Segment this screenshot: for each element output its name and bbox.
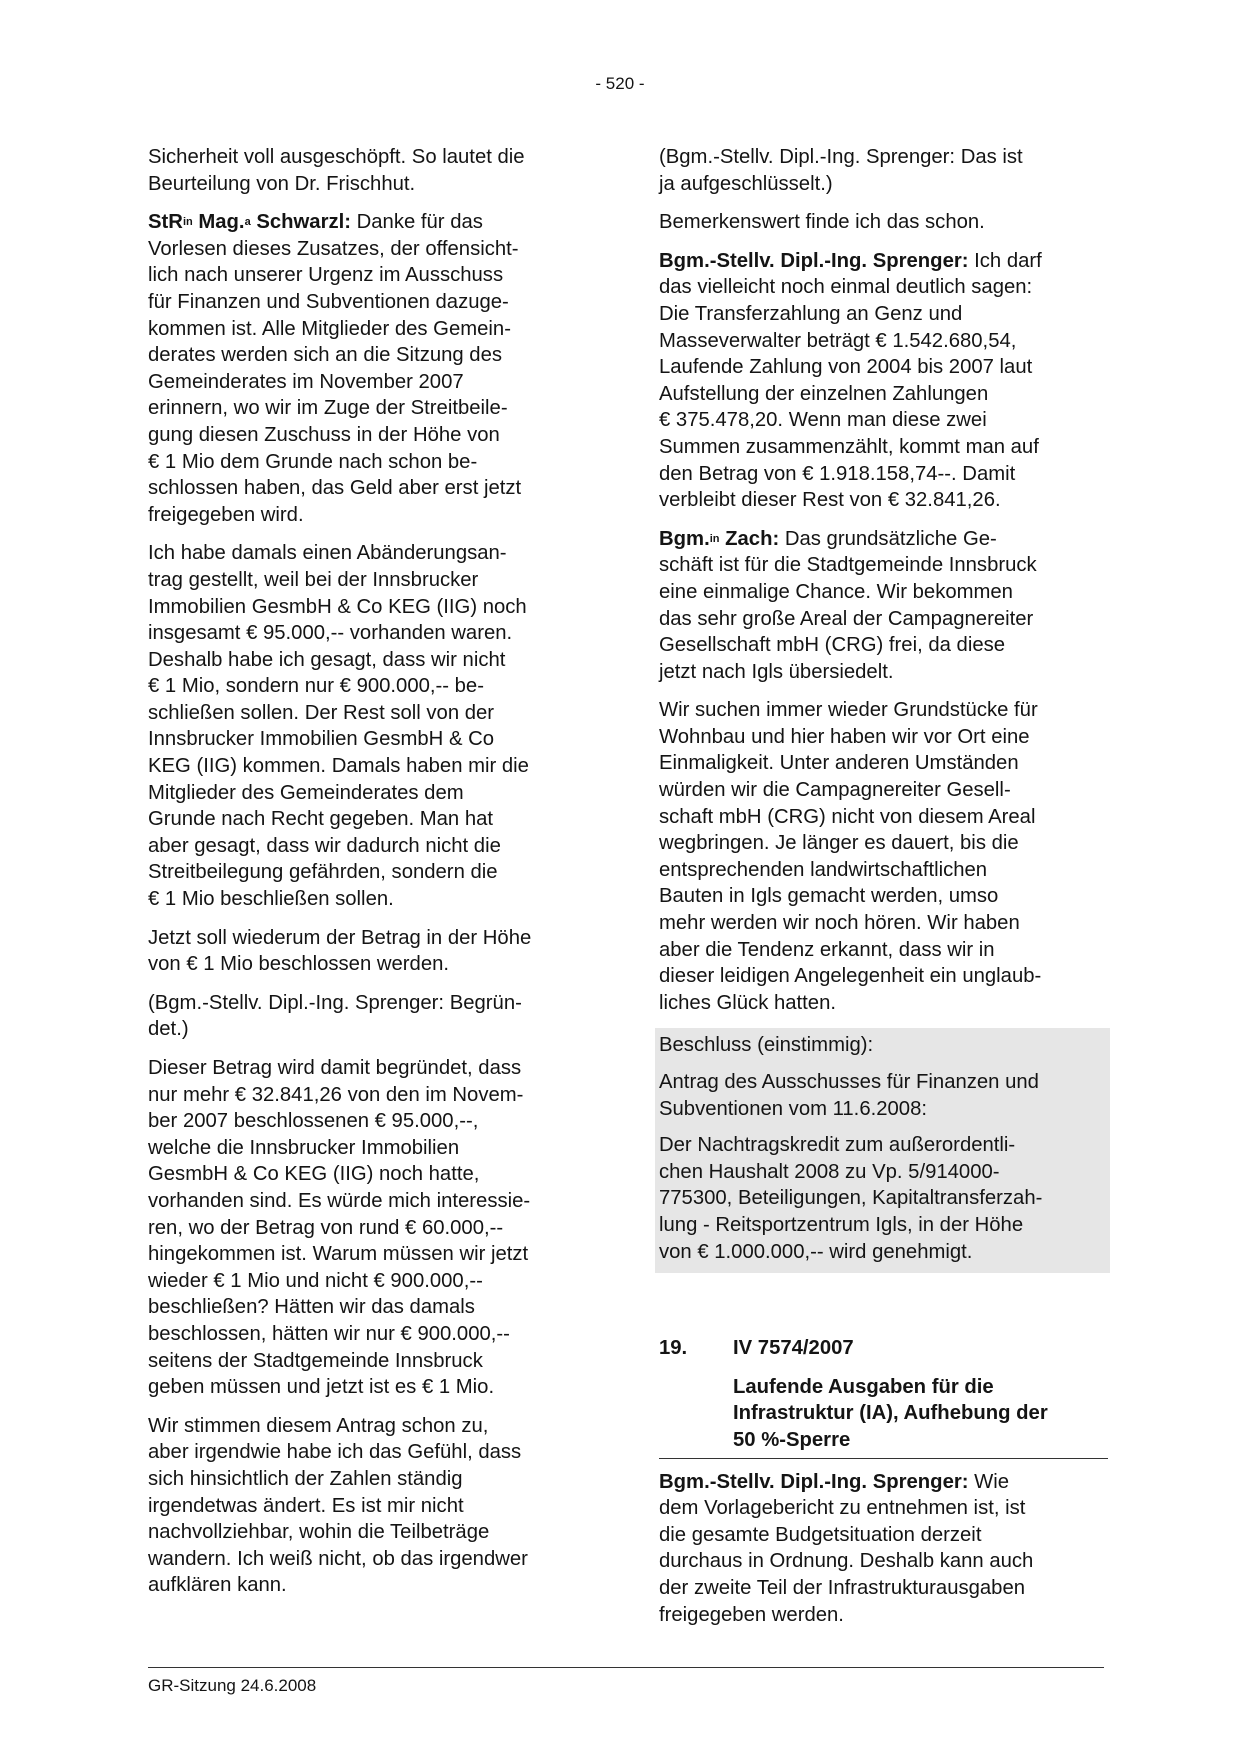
footer-text: GR-Sitzung 24.6.2008 <box>148 1676 317 1695</box>
paragraph: Wir stimmen diesem Antrag schon zu, aber irgendwie habe ich das Gefühl, dass sich hinsichtlich der Zahlen ständig irgendetwas ändert. Es ist mir nicht nachvollziehbar, wohin die Teilbeträge wandern. Ich weiß nicht, ob das irgendwer aufklären kann. <box>148 1414 528 1597</box>
resolution-text: Der Nachtragskredit zum außerordentli- chen Haushalt 2008 zu Vp. 5/914000- 775300, Beteiligungen, Kapitaltransferzah- lung - Reitsportzentrum Igls, in der Höhe von € 1.000.000,-- wird genehmigt. <box>659 1134 1043 1263</box>
paragraph: Dieser Betrag wird damit begründet, dass nur mehr € 32.841,26 von den im Novem- ber 2007 beschlossenen € 95.000,--, welche die Innsbrucker Immobilien GesmbH & Co KEG (IIG) noch hatte, vorhanden sind. Es würde mich interessie- ren, wo der Betrag von rund € 60.000,-- hingekommen ist. Warum müssen wir jetzt wieder € 1 Mio und nicht € 900.000,-- beschließen? Hätten wir das damals beschlossen, hätten wir nur € 900.000,-- seitens der Stadtgemeinde Innsbruck geben müssen und jetzt ist es € 1 Mio. <box>148 1057 531 1399</box>
speaker-name: Bgm.-Stellv. Dipl.-Ing. Sprenger: <box>659 249 969 272</box>
speaker-text: Das grundsätzliche Ge- schäft ist für die Stadtgemeinde Innsbruck eine einmalige Chance. Wir bekommen das sehr große Areal der Campagnereiter Gesellschaft mbH (CRG) frei, da diese jetzt nach Igls übersiedelt. <box>659 527 1037 683</box>
left-column <box>148 144 593 1611</box>
resolution-title: Beschluss (einstimmig): <box>659 1034 874 1057</box>
page-number: - 520 - <box>595 74 645 93</box>
resolution-antrag: Antrag des Ausschusses für Finanzen und Subventionen vom 11.6.2008: <box>659 1071 1039 1120</box>
speaker-name: StR$^{in}$ Mag.$^a$ Schwarzl: <box>148 211 351 234</box>
speaker-paragraph-schwarzl <box>148 209 593 528</box>
agenda-item <box>659 1335 1104 1457</box>
footer-divider <box>148 1667 1104 1668</box>
agenda-item-code: IV 7574/2007 <box>733 1337 854 1360</box>
speaker-text: Wie dem Vorlagebericht zu entnehmen ist, ist die gesamte Budgetsituation derzeit durchaus in Ordnung. Deshalb kann auch der zweite Teil der Infrastrukturausgaben freigegeben werden. <box>659 1470 1034 1626</box>
paragraph: Wir suchen immer wieder Grundstücke für Wohnbau und hier haben wir vor Ort eine Einmaligkeit. Unter anderen Umständen würden wir die Campagnereiter Gesell- schaft mbH (CRG) nicht von diesem Areal wegbringen. Je länger es dauert, bis die entsprechenden landwirtschaftlichen Bauten in Igls gemacht werden, umso mehr werden wir noch hören. Wir haben aber die Tendenz erkannt, dass wir in dieser leidigen Angelegenheit ein unglaub- liches Glück hatten. <box>659 699 1042 1014</box>
speaker-paragraph-sprenger <box>659 248 1104 514</box>
agenda-item-title: Laufende Ausgaben für die Infrastruktur (IA), Aufhebung der 50 %-Sperre <box>733 1375 1048 1451</box>
resolution-box <box>655 1028 1110 1273</box>
paragraph: Jetzt soll wiederum der Betrag in der Höhe von € 1 Mio beschlossen werden. <box>148 926 532 976</box>
interjection: (Bgm.-Stellv. Dipl.-Ing. Sprenger: Das ist ja aufgeschlüsselt.) <box>659 146 1023 195</box>
speaker-paragraph-sprenger-2 <box>659 1469 1104 1629</box>
speaker-name: Bgm.$^{in}$ Zach: <box>659 527 780 550</box>
agenda-item-divider <box>659 1458 1108 1459</box>
paragraph: Sicherheit voll ausgeschöpft. So lautet die Beurteilung von Dr. Frischhut. <box>148 146 525 195</box>
interjection: (Bgm.-Stellv. Dipl.-Ing. Sprenger: Begrün- det.) <box>148 991 522 1041</box>
speaker-name: Bgm.-Stellv. Dipl.-Ing. Sprenger: <box>659 1470 969 1493</box>
speaker-text: Ich darf das vielleicht noch einmal deutlich sagen: Die Transferzahlung an Genz und Masseverwalter beträgt € 1.542.680,54, Laufende Zahlung von 2004 bis 2007 laut Aufstellung der einzelnen Zahlungen € 375.478,20. Wenn man diese zwei Summen zusammenzählt, kommt man auf den Betrag von € 1.918.158,74--. Damit verbleibt dieser Rest von € 32.841,26. <box>659 249 1042 512</box>
right-column <box>659 144 1104 1640</box>
paragraph: Bemerkenswert finde ich das schon. <box>659 211 985 234</box>
agenda-item-number: 19. <box>659 1337 688 1360</box>
speaker-paragraph-zach <box>659 526 1104 686</box>
agenda-item-header <box>659 1335 1104 1362</box>
speaker-text: Danke für das Vorlesen dieses Zusatzes, der offensicht- lich nach unserer Urgenz im Ausschuss für Finanzen und Subventionen dazuge- kommen ist. Alle Mitglieder des Gemein- derates werden sich an die Sitzung des Gemeinderates im November 2007 erinnern, wo wir im Zuge der Streitbeile- gung diesen Zuschuss in der Höhe von € 1 Mio dem Grunde nach schon be- schlossen haben, das Geld aber erst jetzt freigegeben wird. <box>148 211 522 526</box>
paragraph: Ich habe damals einen Abänderungsan- trag gestellt, weil bei der Innsbrucker Immobilien GesmbH & Co KEG (IIG) noch insgesamt € 95.000,-- vorhanden waren. Deshalb habe ich gesagt, dass wir nicht € 1 Mio, sondern nur € 900.000,-- be- schließen sollen. Der Rest soll von der Innsbrucker Immobilien GesmbH & Co KEG (IIG) kommen. Damals haben mir die Mitglieder des Gemeinderates dem Grunde nach Recht gegeben. Man hat aber gesagt, dass wir dadurch nicht die Streitbeilegung gefährden, sondern die € 1 Mio beschließen sollen. <box>148 542 529 911</box>
